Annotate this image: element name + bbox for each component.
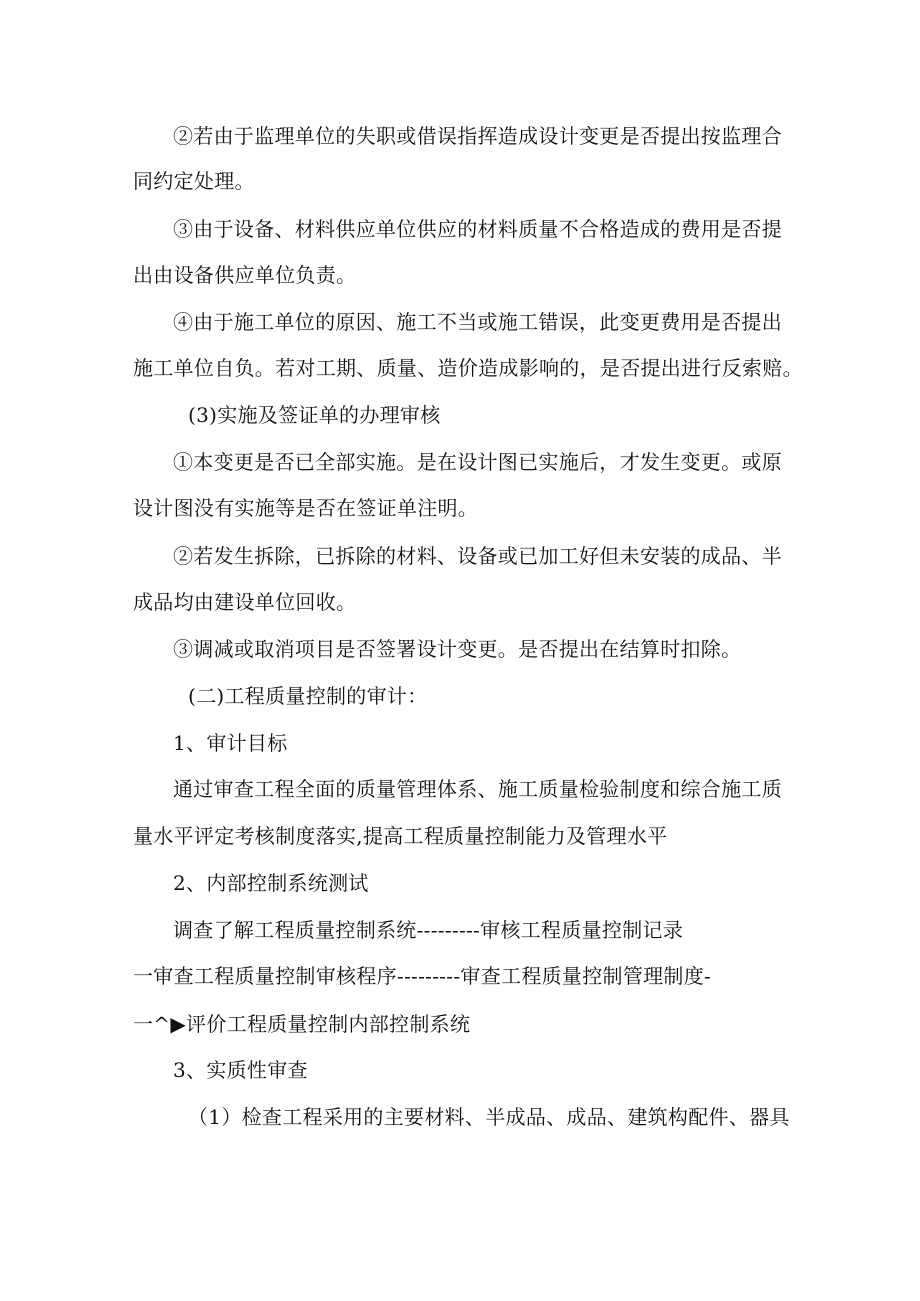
flow-line: 一审查工程质量控制审核程序---------审查工程质量控制管理制度- [133,964,712,988]
paragraph-line: ②若由于监理单位的失职或借误指挥造成设计变更是否提出按监理合 [173,124,782,148]
paragraph-line: ③由于设备、材料供应单位供应的材料质量不合格造成的费用是否提 [173,217,782,241]
paragraph-line: ②若发生拆除，已拆除的材料、设备或已加工好但未安装的成品、半 [173,544,782,568]
paragraph-line: ①本变更是否已全部实施。是在设计图已实施后，才发生变更。或原 [173,450,782,474]
paragraph-line: ④由于施工单位的原因、施工不当或施工错误，此变更费用是否提出 [173,310,782,334]
subsection-heading: 1、审计目标 [173,731,288,755]
paragraph-line: （1）检查工程采用的主要材料、半成品、成品、建筑构配件、器具 [188,1105,790,1129]
flow-line: 调查了解工程质量控制系统---------审核工程质量控制记录 [173,918,684,942]
subsection-heading: 2、内部控制系统测试 [173,871,369,895]
paragraph-line: ③调减或取消项目是否签署设计变更。是否提出在结算时扣除。 [173,637,742,661]
subsection-heading: 3、实质性审查 [173,1058,308,1082]
paragraph-line: 量水平评定考核制度落实,提高工程质量控制能力及管理水平 [133,824,668,848]
flow-line: 一^▶评价工程质量控制内部控制系统 [133,1012,471,1036]
paragraph-line: 设计图没有实施等是否在签证单注明。 [133,496,479,520]
paragraph-line: 同约定处理。 [133,169,255,193]
paragraph-line: 施工单位自负。若对工期、质量、造价造成影响的，是否提出进行反索赔。 [133,356,803,380]
section-heading: (二)工程质量控制的审计： [188,684,428,708]
section-heading: (3)实施及签证单的办理审核 [188,403,441,427]
paragraph-line: 通过审查工程全面的质量管理体系、施工质量检验制度和综合施工质 [173,777,782,801]
paragraph-line: 成品均由建设单位回收。 [133,590,357,614]
paragraph-line: 出由设备供应单位负责。 [133,263,357,287]
